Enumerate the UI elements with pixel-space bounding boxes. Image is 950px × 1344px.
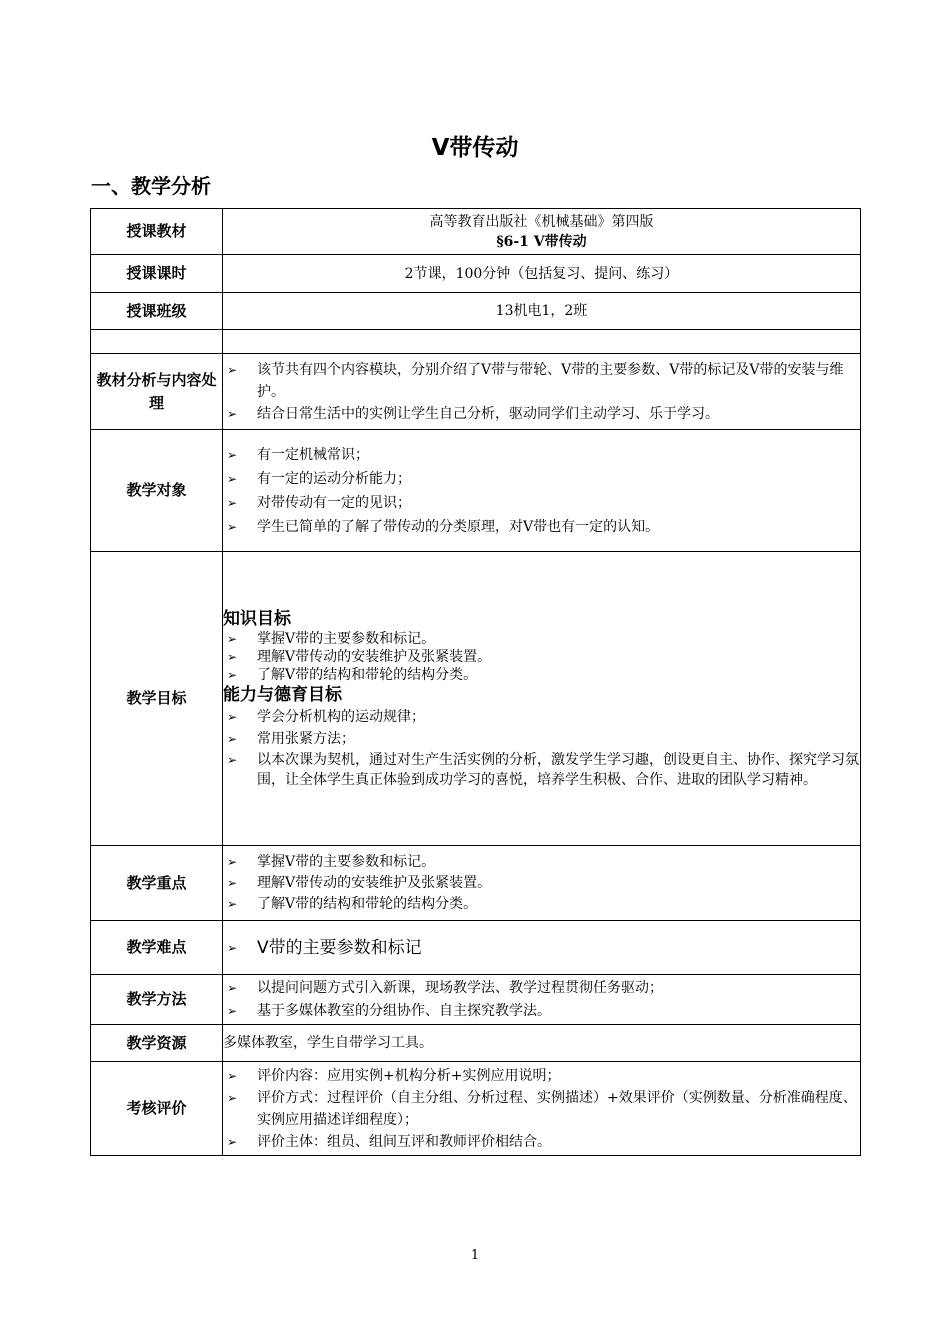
difficulty-content xyxy=(223,921,861,975)
row-label: 授课课时 xyxy=(91,255,223,293)
empty-row xyxy=(91,330,861,354)
list-item: ➢ 对带传动有一定的见识； xyxy=(223,491,860,515)
list-item: ➢ 学会分析机构的运动规律； xyxy=(223,706,860,728)
row-label: 授课教材 xyxy=(91,209,223,255)
table-row xyxy=(91,255,861,293)
textbook-cell xyxy=(223,209,861,255)
table-row xyxy=(91,354,861,430)
list-item: ➢ 了解V带的结构和带轮的结构分类。 xyxy=(223,894,860,915)
row-label: 授课班级 xyxy=(91,293,223,330)
hours-value: 2节课，100分钟（包括复习、提问、练习） xyxy=(223,255,861,293)
list-item: ➢ 有一定的运动分析能力； xyxy=(223,467,860,491)
table-row xyxy=(91,921,861,975)
page-number: 1 xyxy=(470,1248,480,1263)
goals-content xyxy=(223,552,861,846)
table-row xyxy=(91,1062,861,1156)
list-item: ➢ 有一定机械常识； xyxy=(223,443,860,467)
list-item: ➢ 常用张紧方法； xyxy=(223,728,860,750)
row-label: 考核评价 xyxy=(91,1062,223,1156)
empty-cell xyxy=(223,330,861,354)
list-item: ➢ 掌握V带的主要参数和标记。 xyxy=(223,630,860,648)
knowledge-goals-title: 知识目标 xyxy=(223,608,291,629)
empty-cell xyxy=(91,330,223,354)
method-content xyxy=(223,975,861,1025)
row-label: 教材分析与内容处理 xyxy=(91,354,223,430)
table-row xyxy=(91,209,861,255)
row-label: 教学对象 xyxy=(91,430,223,552)
teaching-analysis-table xyxy=(90,208,861,1156)
table-row xyxy=(91,846,861,921)
row-label: 教学重点 xyxy=(91,846,223,921)
table-row xyxy=(91,293,861,330)
list-item: ➢ 掌握V带的主要参数和标记。 xyxy=(223,852,860,873)
list-item: ➢ 评价方式：过程评价（自主分组、分析过程、实例描述）+效果评价（实例数量、分析准确程度、实例应用描述详细程度）； xyxy=(223,1087,860,1131)
list-item: ➢ 以本次课为契机，通过对生产生活实例的分析，激发学生学习趣，创设更自主、协作、探究学习氛围，让全体学生真正体验到成功学习的喜悦，培养学生积极、合作、进取的团队学习精神。 xyxy=(223,750,860,790)
row-label: 教学目标 xyxy=(91,552,223,846)
key-points-content xyxy=(223,846,861,921)
list-item: ➢ 评价内容：应用实例+机构分析+实例应用说明； xyxy=(223,1065,860,1087)
table-row xyxy=(91,975,861,1025)
list-item: ➢ V带的主要参数和标记 xyxy=(223,936,860,960)
row-label: 教学难点 xyxy=(91,921,223,975)
list-item: ➢ 了解V带的结构和带轮的结构分类。 xyxy=(223,666,860,684)
list-item: ➢ 基于多媒体教室的分组协作、自主探究教学法。 xyxy=(223,1000,860,1023)
ability-goals-title: 能力与德育目标 xyxy=(223,684,342,705)
table-row xyxy=(91,552,861,846)
list-item: ➢ 学生已简单的了解了带传动的分类原理，对V带也有一定的认知。 xyxy=(223,515,860,539)
class-value: 13机电1，2班 xyxy=(223,293,861,330)
resources-value: 多媒体教室，学生自带学习工具。 xyxy=(223,1025,861,1062)
list-item: ➢ 理解V带传动的安装维护及张紧装置。 xyxy=(223,648,860,666)
document-title: V带传动 xyxy=(431,135,519,161)
list-item: ➢ 该节共有四个内容模块，分别介绍了V带与带轮、V带的主要参数、V带的标记及V带的安装与维护。 xyxy=(223,359,860,403)
list-item: ➢ 结合日常生活中的实例让学生自己分析，驱动同学们主动学习、乐于学习。 xyxy=(223,403,860,425)
analysis-content xyxy=(223,354,861,430)
textbook-publisher: 高等教育出版社《机械基础》第四版 xyxy=(429,213,654,230)
section-heading: 一、教学分析 xyxy=(91,174,211,198)
table-row xyxy=(91,1025,861,1062)
audience-content xyxy=(223,430,861,552)
assessment-content xyxy=(223,1062,861,1156)
table-row xyxy=(91,430,861,552)
row-label: 教学资源 xyxy=(91,1025,223,1062)
textbook-chapter: §6-1 V带传动 xyxy=(496,233,587,250)
list-item: ➢ 理解V带传动的安装维护及张紧装置。 xyxy=(223,873,860,894)
list-item: ➢ 以提问问题方式引入新课，现场教学法、教学过程贯彻任务驱动； xyxy=(223,977,860,1000)
list-item: ➢ 评价主体：组员、组间互评和教师评价相结合。 xyxy=(223,1131,860,1153)
row-label: 教学方法 xyxy=(91,975,223,1025)
